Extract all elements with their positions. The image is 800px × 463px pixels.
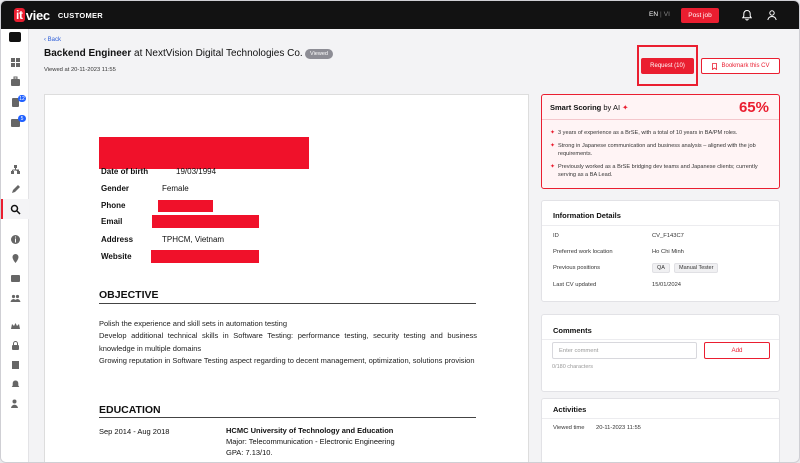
job-title: Backend Engineer (44, 48, 132, 59)
info-positions-label: Previous positions (553, 265, 601, 271)
education-gpa: GPA: 7.13/10. (226, 448, 273, 457)
cv-document (44, 94, 529, 463)
comment-input[interactable]: Enter comment (552, 342, 697, 359)
lang-vi[interactable]: VI (663, 11, 670, 18)
sparkle-icon: ✦ (622, 103, 629, 112)
cv-email-row: Email (101, 217, 123, 226)
location-pin-icon[interactable] (10, 253, 21, 264)
activities-viewed-label: Viewed time (553, 425, 585, 431)
back-link[interactable]: ‹ Back (44, 37, 62, 43)
cv-website-row: Website (101, 252, 132, 261)
objective-line-3: Growing reputation in Software Testing aspect regarding to decent management, optimization, solutions provision (99, 356, 475, 365)
comment-char-count: 0/180 characters (552, 364, 593, 370)
info-id-label: ID (553, 233, 559, 239)
sidebar-logo[interactable] (9, 32, 21, 42)
info-location-value: Ho Chi Minh (652, 249, 684, 255)
activities-card (541, 398, 780, 463)
post-job-button[interactable]: Post job (681, 8, 719, 23)
add-comment-button[interactable]: Add (704, 342, 770, 359)
smart-score-value: 65% (738, 99, 769, 116)
education-period: Sep 2014 - Aug 2018 (99, 427, 170, 436)
org-chart-icon[interactable] (10, 164, 21, 175)
activities-title: Activities (553, 405, 587, 414)
info-location-label: Preferred work location (553, 249, 613, 255)
sidebar (1, 29, 29, 463)
dashboard-icon[interactable] (10, 57, 21, 68)
objective-line-1: Polish the experience and skill sets in automation testing (99, 319, 288, 328)
info-title: Information Details (553, 211, 621, 220)
redacted-email (152, 215, 259, 228)
education-major: Major: Telecommunication - Electronic Engineering (226, 437, 395, 446)
lock-icon[interactable] (10, 340, 21, 351)
redacted-name (99, 137, 309, 169)
position-tag: QA (652, 263, 670, 273)
score-bullet-3: ✦ Previously worked as a BrSE bridging dev teams and Japanese clients; currently serving as a BA Lead. (550, 164, 758, 178)
cv-dob-row: Date of birth 19/03/1994 (101, 167, 217, 176)
redacted-website (151, 250, 259, 263)
cv-gender-row: Gender Female (101, 184, 189, 193)
redacted-phone (158, 200, 213, 212)
top-navigation-bar (1, 1, 800, 29)
status-badge: Viewed (305, 49, 333, 59)
cv-address-row: Address TPHCM, Vietnam (101, 235, 225, 244)
image-icon[interactable] (10, 273, 21, 284)
star-icon: ✦ (550, 143, 556, 149)
itviec-logo[interactable]: it viec (16, 7, 50, 23)
crown-icon[interactable] (10, 321, 21, 332)
star-icon: ✦ (550, 130, 556, 136)
user-icon[interactable] (766, 9, 778, 21)
info-divider (542, 225, 779, 226)
information-details-card (541, 200, 780, 302)
info-updated-label: Last CV updated (553, 282, 597, 288)
education-heading: EDUCATION (99, 404, 161, 416)
company-name: NextVision Digital Technologies Co. (145, 48, 303, 59)
building-icon[interactable] (10, 359, 21, 370)
viewed-at-text: Viewed at 20-11-2023 11:55 (44, 67, 116, 73)
lang-en[interactable]: EN (649, 11, 659, 18)
smart-divider (542, 119, 779, 120)
info-id-value: CV_F143C7 (652, 233, 684, 239)
objective-divider (99, 303, 476, 304)
bell-icon[interactable] (741, 9, 753, 21)
cv-phone-row: Phone (101, 201, 126, 210)
sidebar-badge-applications: 12 (19, 95, 25, 102)
info-icon[interactable] (10, 234, 21, 245)
team-icon[interactable] (10, 293, 21, 304)
activities-divider (542, 418, 779, 419)
info-updated-value: 15/01/2024 (652, 282, 682, 288)
activities-viewed-value: 20-11-2023 11:55 (596, 425, 641, 431)
comments-title: Comments (553, 326, 592, 335)
user-settings-icon[interactable] (10, 398, 21, 409)
notification-bell-icon[interactable] (10, 379, 21, 390)
education-divider (99, 417, 476, 418)
score-bullet-1: ✦ 3 years of experience as a BrSE, with a total of 10 years in BA/PM roles. (550, 130, 738, 136)
request-button[interactable]: Request (10) (641, 58, 694, 74)
sidebar-badge-inbox: 5 (18, 115, 26, 122)
star-icon: ✦ (550, 164, 556, 170)
language-switcher[interactable]: EN | VI (649, 11, 670, 18)
pen-icon[interactable] (10, 184, 21, 195)
objective-heading: OBJECTIVE (99, 289, 159, 301)
education-school: HCMC University of Technology and Education (226, 426, 394, 435)
score-bullet-2: ✦ Strong in Japanese communication and business analysis – aligned with the job requirements. (550, 143, 756, 157)
smart-scoring-title: Smart Scoring by AI ✦ (550, 103, 629, 112)
page-title: Backend Engineer at NextVision Digital Technologies Co. (44, 48, 303, 59)
smart-scoring-card (541, 94, 780, 189)
bookmark-button[interactable]: Bookmark this CV (701, 58, 780, 74)
position-tag: Manual Tester (674, 263, 718, 273)
bookmark-icon (711, 63, 718, 70)
portal-label: CUSTOMER (57, 10, 104, 20)
comments-divider (542, 339, 779, 340)
search-cv-icon[interactable] (10, 204, 21, 215)
objective-line-2: Develop additional technical skills in Software Testing: performance testing, security testing and business knowledge in multiple domains (99, 331, 477, 353)
briefcase-icon[interactable] (10, 76, 21, 87)
